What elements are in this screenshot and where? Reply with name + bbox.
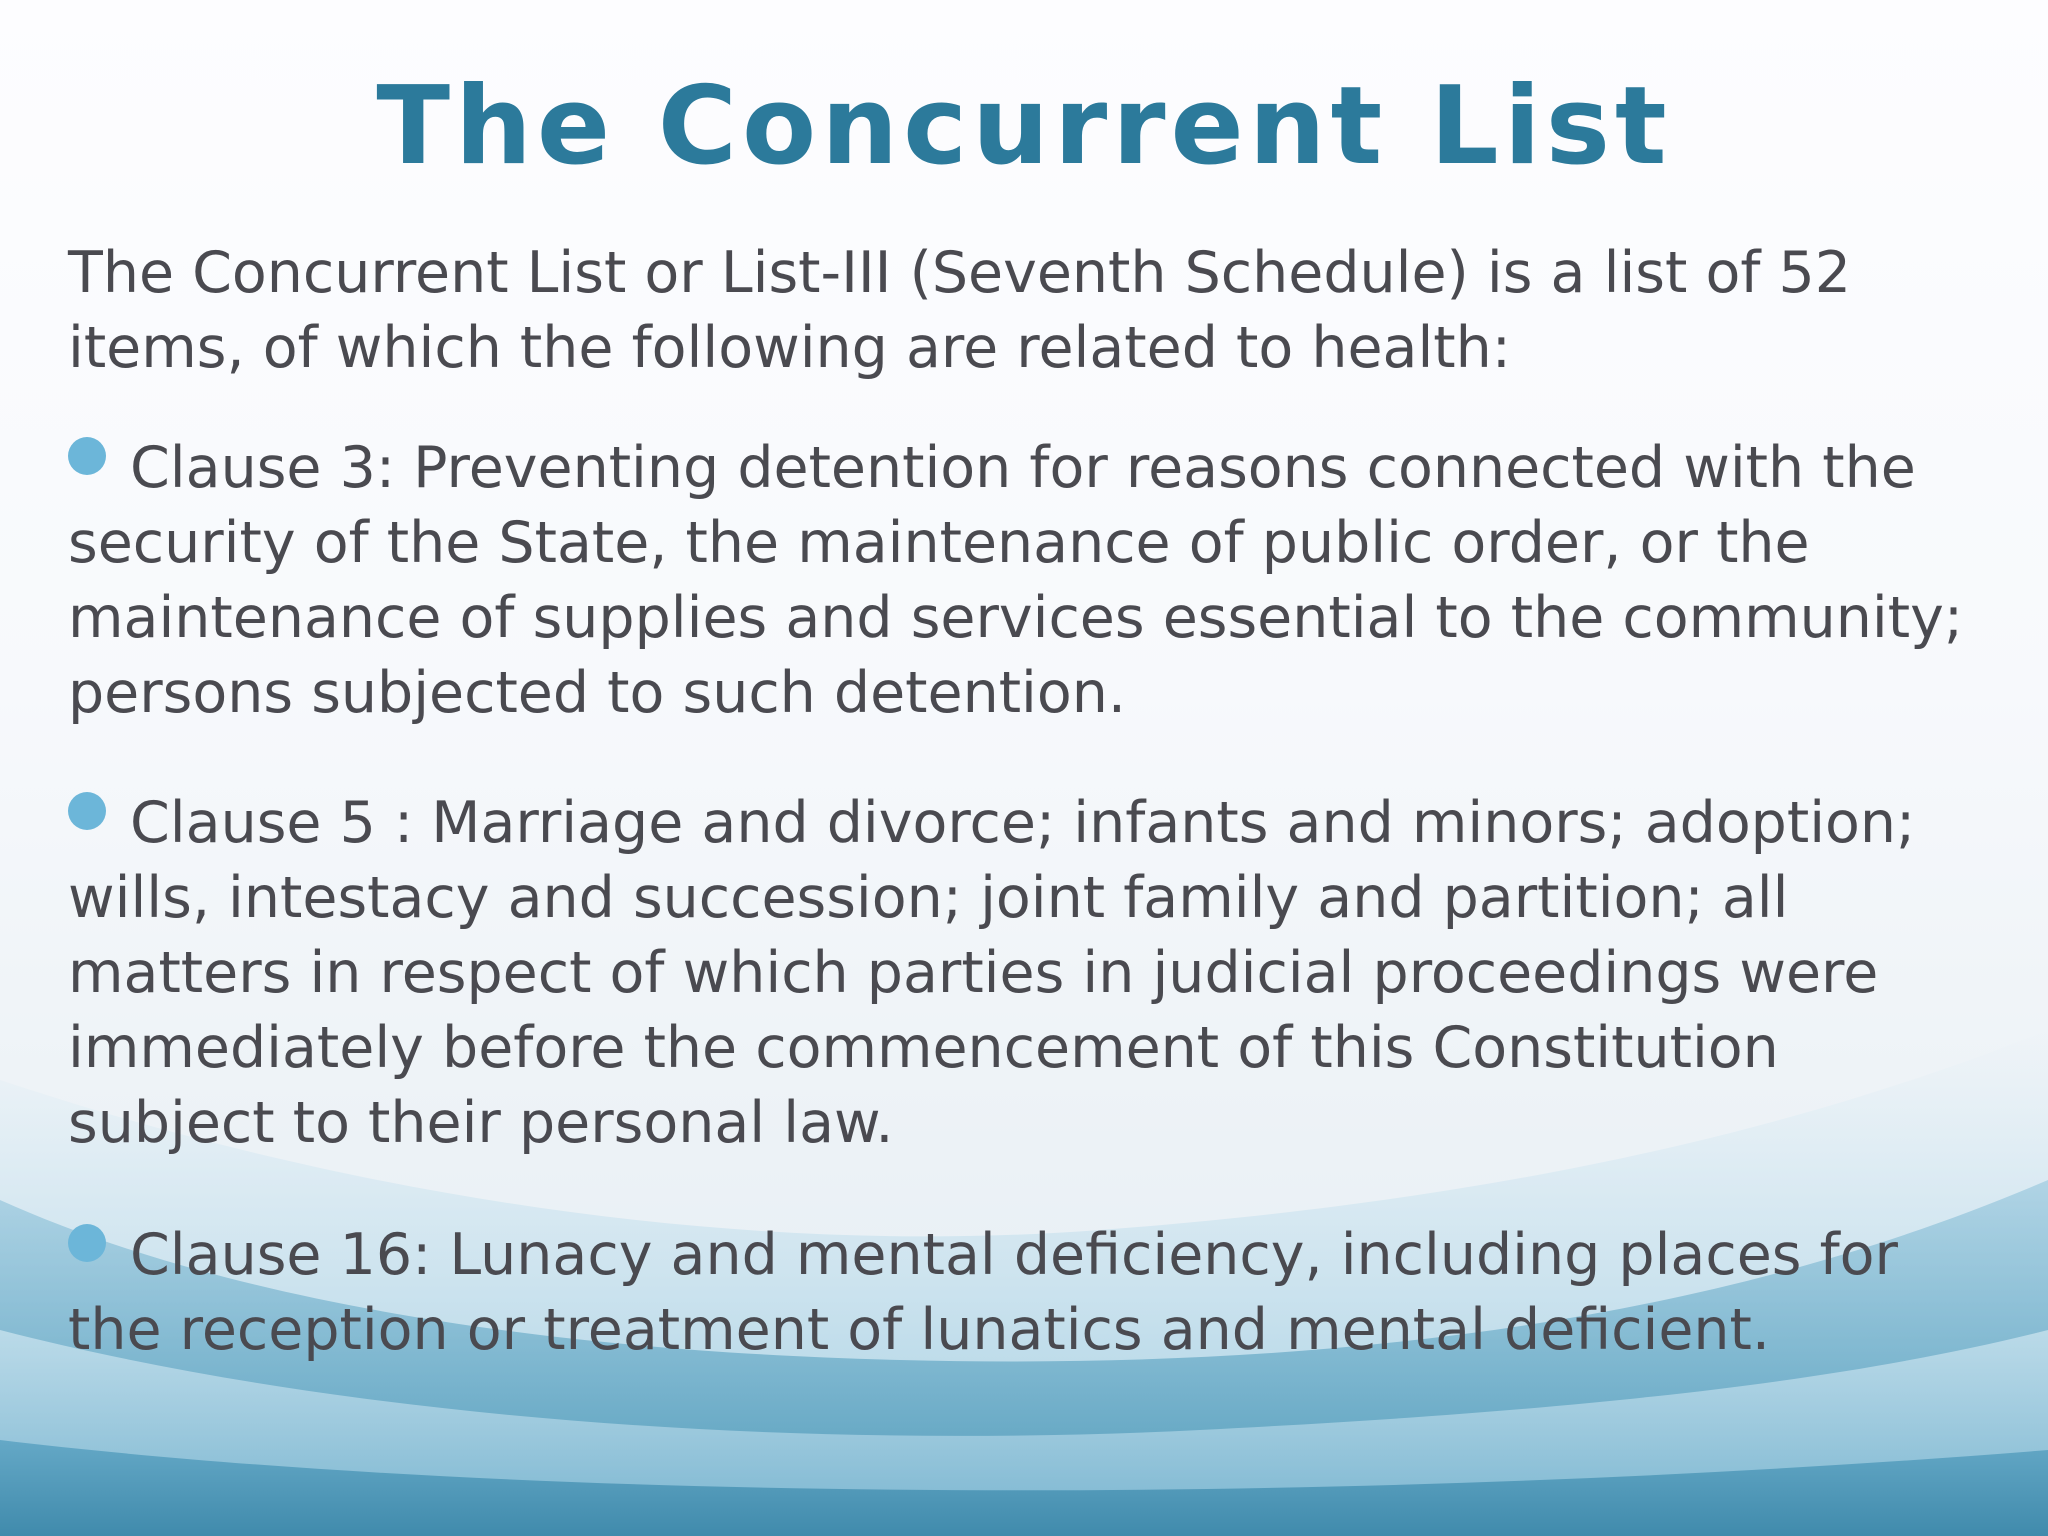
bullet-text: Clause 16: Lunacy and mental deficiency, including places for the reception or treatment of lunatics and mental deficient. xyxy=(68,1222,1898,1363)
bullet-text: Clause 3: Preventing detention for reasons connected with the security of the State, the maintenance of public order, or the maintenance of supplies and services essential to the community; persons subjected to such detention. xyxy=(68,435,1964,726)
slide-content xyxy=(68,236,1988,1363)
bullet-dot-icon xyxy=(68,1224,106,1262)
bullet-text: Clause 5 : Marriage and divorce; infants and minors; adoption; wills, intestacy and succession; joint family and partition; all matters in respect of which parties in judicial proceedings were immediately before the commencement of this Constitution subject to their personal law. xyxy=(68,790,1916,1156)
bullet-clause-5 xyxy=(68,786,1988,1161)
intro-paragraph: The Concurrent List or List-III (Seventh Schedule) is a list of 52 items, of which the following are related to health: xyxy=(68,240,1852,381)
bullet-clause-3 xyxy=(68,431,1988,731)
slide-title: The Concurrent List xyxy=(376,64,1672,189)
bullet-dot-icon xyxy=(68,437,106,475)
bullet-clause-16 xyxy=(68,1218,1988,1368)
bullet-dot-icon xyxy=(68,792,106,830)
